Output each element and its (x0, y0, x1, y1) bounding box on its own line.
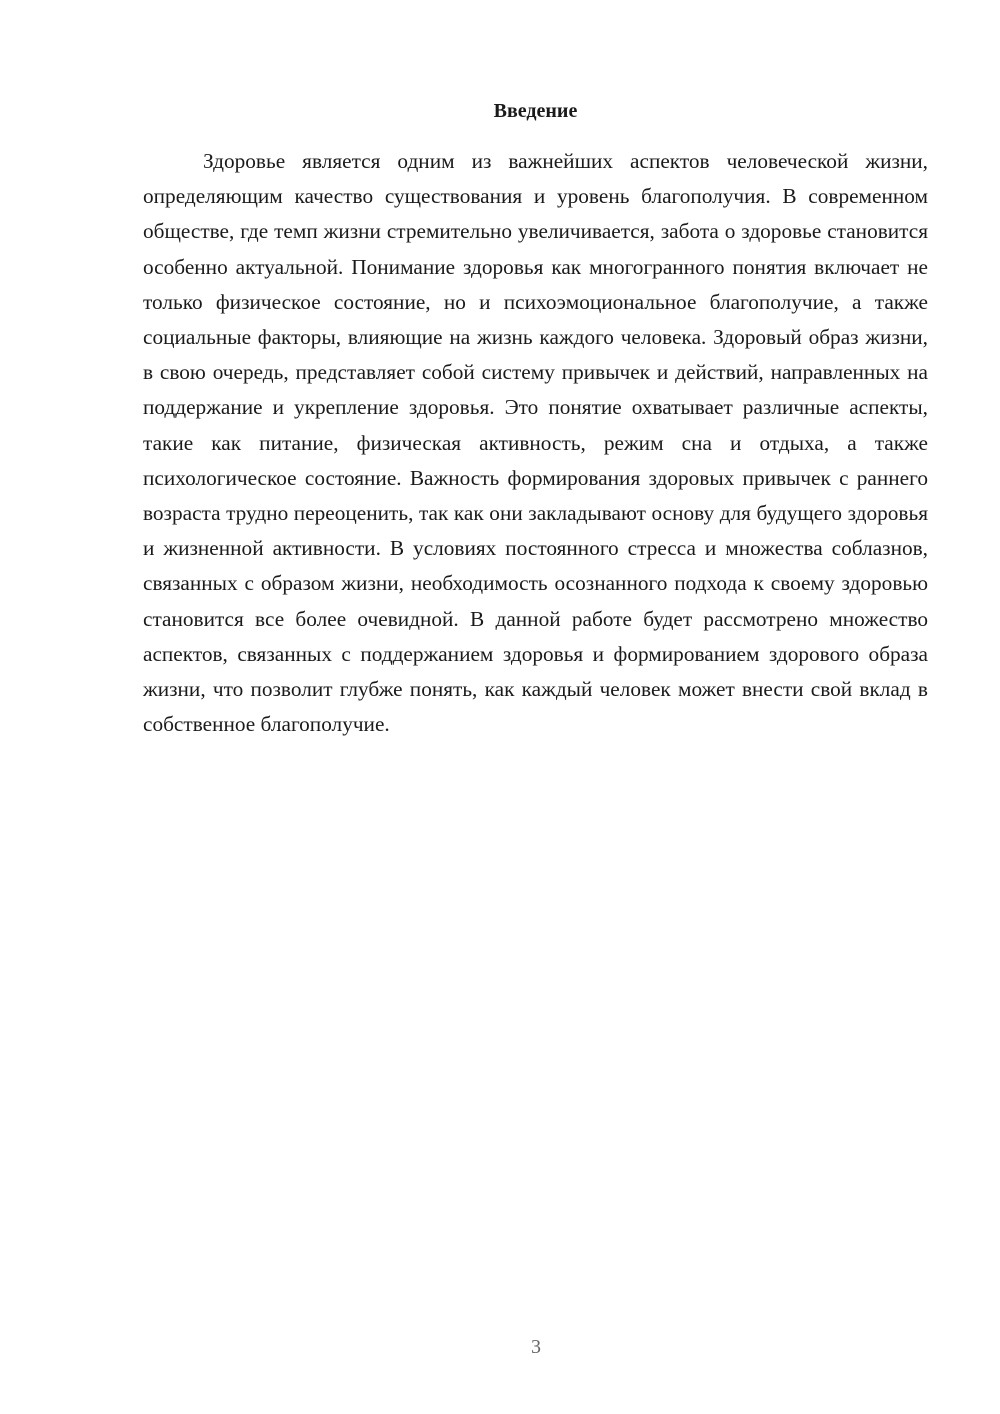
section-heading: Введение (493, 100, 578, 122)
page-number: 3 (531, 1336, 541, 1358)
intro-paragraph: Здоровье является одним из важнейших аспектов человеческой жизни, определяющим качество существования и уровень благополучия. В современном обществе, где темп жизни стремительно увеличивается, забота о здоровье становится особенно актуальной. Понимание здоровья как многогранного понятия включает не только физическое состояние, но и психоэмоциональное благополучие, а также социальные факторы, влияющие на жизнь каждого человека. Здоровый образ жизни, в свою очередь, представляет собой систему привычек и действий, направленных на поддержание и укрепление здоровья. Это понятие охватывает различные аспекты, такие как питание, физическая активность, режим сна и отдыха, а также психологическое состояние. Важность формирования здоровых привычек с раннего возраста трудно переоценить, так как они закладывают основу для будущего здоровья и жизненной активности. В условиях постоянного стресса и множества соблазнов, связанных с образом жизни, необходимость осознанного подхода к своему здоровью становится все более очевидной. В данной работе будет рассмотрено множество аспектов, связанных с поддержанием здоровья и формированием здорового образа жизни, что позволит глубже понять, как каждый человек может внести свой вклад в собственное благополучие. (143, 149, 928, 737)
